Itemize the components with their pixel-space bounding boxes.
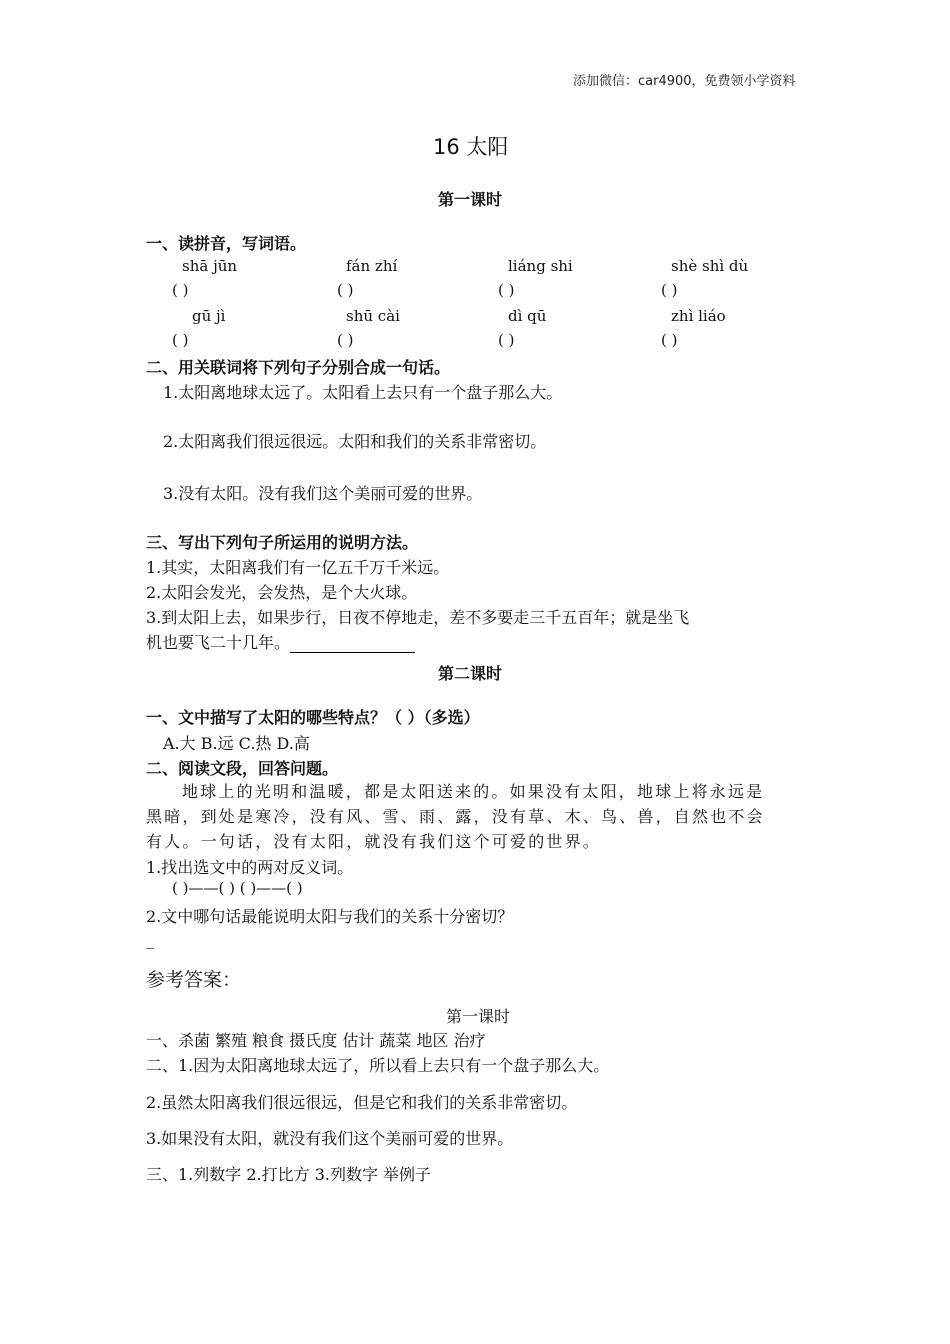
q2-item-2: 2.太阳离我们很远很远。太阳和我们的关系非常密切。 (163, 432, 547, 451)
page-title: 16 太阳 (433, 135, 509, 159)
passage-line-3: 有人。一句话，没有太阳，就没有我们这个可爱的世界。 (146, 832, 602, 851)
l2-q1-options[interactable]: A.大 B.远 C.热 D.高 (163, 734, 310, 753)
q3-item-3-cont: 机也要飞二十几年。 (146, 630, 415, 653)
answer-line[interactable] (290, 638, 415, 653)
q3-item-2: 2.太阳会发光，会发热，是个大火球。 (146, 583, 418, 602)
passage-line-1: 地球上的光明和温暖，都是太阳送来的。如果没有太阳，地球上将永远是 (182, 782, 765, 801)
answer-line-3: 2.虽然太阳离我们很远很远，但是它和我们的关系非常密切。 (146, 1093, 578, 1112)
pinyin-1: shā jūn (182, 257, 238, 275)
header-note: 添加微信：car4900，免费领小学资料 (573, 74, 796, 89)
answer-line-4: 3.如果没有太阳，就没有我们这个美丽可爱的世界。 (146, 1129, 514, 1148)
answer-line-5: 三、1.列数字 2.打比方 3.列数字 举例子 (146, 1165, 432, 1184)
pinyin-5: gū jì (192, 307, 226, 325)
answer-dash: _ (146, 930, 154, 949)
antonym-blanks[interactable]: ( )——( ) ( )——( ) (172, 879, 303, 897)
q3-title: 三、写出下列句子所运用的说明方法。 (146, 533, 419, 552)
answers-lesson1: 第一课时 (446, 1007, 511, 1026)
pinyin-7: dì qū (508, 307, 547, 325)
lesson2-heading: 第二课时 (438, 664, 503, 683)
q1-title: 一、读拼音，写词语。 (146, 234, 307, 253)
answer-blank-3[interactable]: ( ) (498, 281, 515, 299)
lesson1-heading: 第一课时 (438, 190, 503, 209)
answer-blank-7[interactable]: ( ) (498, 331, 515, 349)
l2-sub2: 2.文中哪句话最能说明太阳与我们的关系十分密切？ (146, 907, 514, 926)
pinyin-8: zhì liáo (671, 307, 726, 325)
q2-title: 二、用关联词将下列句子分别合成一句话。 (146, 358, 451, 377)
q3-item-3: 3.到太阳上去，如果步行，日夜不停地走，差不多要走三千五百年；就是坐飞 (146, 608, 690, 627)
answer-line-2: 二、1.因为太阳离地球太远了，所以看上去只有一个盘子那么大。 (146, 1056, 610, 1075)
answer-blank-5[interactable]: ( ) (172, 331, 189, 349)
answer-line-1: 一、杀菌 繁殖 粮食 摄氏度 估计 蔬菜 地区 治疗 (146, 1031, 486, 1050)
answer-blank-2[interactable]: ( ) (337, 281, 354, 299)
answers-heading: 参考答案： (146, 969, 242, 991)
pinyin-3: liáng shi (508, 257, 573, 275)
l2-sub1: 1.找出选文中的两对反义词。 (146, 858, 354, 877)
pinyin-6: shū cài (346, 307, 400, 325)
answer-blank-1[interactable]: ( ) (172, 281, 189, 299)
answer-blank-4[interactable]: ( ) (661, 281, 678, 299)
l2-q2-title: 二、阅读文段，回答问题。 (146, 759, 339, 778)
pinyin-2: fán zhí (346, 257, 398, 275)
q2-item-1: 1.太阳离地球太远了。太阳看上去只有一个盘子那么大。 (163, 383, 563, 402)
q3-item-1: 1.其实，太阳离我们有一亿五千万千米远。 (146, 558, 450, 577)
q2-item-3: 3.没有太阳。没有我们这个美丽可爱的世界。 (163, 484, 483, 503)
answer-blank-6[interactable]: ( ) (337, 331, 354, 349)
answer-blank-8[interactable]: ( ) (661, 331, 678, 349)
passage-line-2: 黑暗，到处是寒冷，没有风、雪、雨、露，没有草、木、鸟、兽，自然也不会 (146, 807, 765, 826)
l2-q1-title: 一、文中描写了太阳的哪些特点？（ ）（多选） (146, 708, 480, 727)
pinyin-4: shè shì dù (671, 257, 749, 275)
